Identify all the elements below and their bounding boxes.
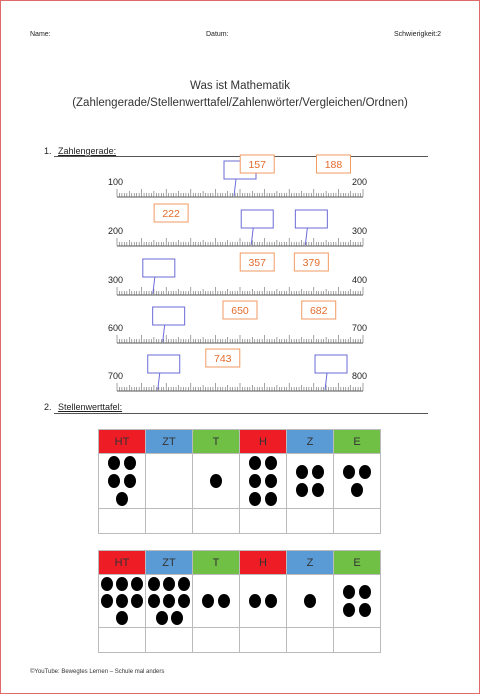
counter-dot [171,611,183,625]
column-header-h: H [240,430,287,454]
dot-cell [334,454,381,509]
dot-cell [240,575,287,628]
number-line-start-label: 300 [108,275,124,285]
counter-dot [116,492,128,506]
dot-group [240,454,286,508]
counter-dot [116,611,128,625]
value-box-label: 682 [309,305,328,317]
answer-box [241,210,273,228]
counter-dot [343,603,355,617]
answer-cell[interactable] [287,628,334,653]
date-label: Datum: [206,31,229,38]
counter-dot [178,577,190,591]
column-header-t: T [193,430,240,454]
dot-cell [146,575,193,628]
dot-cell [99,454,146,509]
dot-cell [193,454,240,509]
counter-dot [218,594,230,608]
counter-dot [359,603,371,617]
page-subtitle: (Zahlengerade/Stellenwerttafel/Zahlenwörter/Vergleichen/Ordnen) [72,97,408,109]
counter-dot [265,456,277,470]
value-box-label: 650 [231,305,249,317]
counter-dot [101,577,113,591]
counter-dot [124,474,136,488]
column-header-h: H [240,551,287,575]
answer-cell[interactable] [240,509,287,534]
answer-cell[interactable] [146,628,193,653]
counter-dot [131,594,143,608]
counter-dot [265,492,277,506]
dot-group [146,575,192,627]
answer-cell[interactable] [193,509,240,534]
value-box-label: 357 [248,257,266,269]
number-line-start-label: 600 [108,323,124,333]
counter-dot [163,577,175,591]
answer-cell[interactable] [287,509,334,534]
counter-dot [108,474,120,488]
place-value-table-2 [98,550,381,653]
section-2-rule [54,413,428,414]
dot-group [334,454,380,508]
section-2-number: 2. [44,402,52,412]
counter-dot [163,594,175,608]
column-header-e: E [334,551,381,575]
number-line-end-label: 300 [352,226,368,236]
column-header-e: E [334,430,381,454]
number-line-end-label: 800 [352,371,368,381]
value-box-label: 379 [302,257,321,269]
column-header-z: Z [287,430,334,454]
column-header-zt: ZT [146,430,193,454]
counter-dot [148,594,160,608]
number-line-end-label: 400 [352,275,368,285]
column-header-zt: ZT [146,551,193,575]
number-line-start-label: 200 [108,226,124,236]
value-box-label: 157 [248,159,266,171]
counter-dot [249,594,261,608]
counter-dot [178,594,190,608]
dot-cell [146,454,193,509]
section-1-number: 1. [44,146,52,156]
counter-dot [108,456,120,470]
column-header-ht: HT [99,551,146,575]
counter-dot [148,577,160,591]
counter-dot [296,465,308,479]
answer-cell[interactable] [334,628,381,653]
answer-box [295,210,327,228]
counter-dot [101,594,113,608]
counter-dot [304,594,316,608]
answer-box [148,355,180,373]
dot-cell [334,575,381,628]
name-label: Name: [30,31,51,38]
difficulty-label: Schwierigkeit:2 [394,31,442,38]
dot-group [146,454,192,508]
counter-dot [131,577,143,591]
dot-group [193,454,239,508]
answer-cell[interactable] [99,509,146,534]
counter-dot [124,456,136,470]
answer-box [143,259,175,277]
answer-cell[interactable] [240,628,287,653]
answer-cell[interactable] [99,628,146,653]
counter-dot [359,465,371,479]
dot-cell [99,575,146,628]
dot-group [99,454,145,508]
counter-dot [156,611,168,625]
counter-dot [265,474,277,488]
counter-dot [249,492,261,506]
dot-group [334,575,380,627]
counter-dot [265,594,277,608]
value-box-label: 743 [214,353,232,365]
counter-dot [249,474,261,488]
dot-cell [287,454,334,509]
value-box-label: 222 [162,208,180,220]
column-header-t: T [193,551,240,575]
dot-cell [240,454,287,509]
answer-cell[interactable] [334,509,381,534]
answer-cell[interactable] [193,628,240,653]
dot-cell [287,575,334,628]
answer-cell[interactable] [146,509,193,534]
number-line-start-label: 700 [108,371,124,381]
counter-dot [312,483,324,497]
dot-group [287,454,333,508]
section-1-label: Zahlengerade: [58,146,117,156]
column-header-z: Z [287,551,334,575]
counter-dot [202,594,214,608]
counter-dot [116,577,128,591]
dot-group [240,575,286,627]
section-2-heading [44,402,122,412]
footer-credit: ©YouTube: Bewegtes Lernen – Schule mal anders [30,669,165,675]
answer-box [153,307,185,325]
counter-dot [343,465,355,479]
dot-group [287,575,333,627]
counter-dot [312,465,324,479]
counter-dot [359,585,371,599]
section-2-label: Stellenwerttafel: [58,402,123,412]
dot-group [193,575,239,627]
dot-cell [193,575,240,628]
counter-dot [296,483,308,497]
counter-dot [116,594,128,608]
place-value-table-1 [98,429,381,534]
counter-dot [343,585,355,599]
number-line-end-label: 200 [352,177,368,187]
counter-dot [351,483,363,497]
counter-dot [210,474,222,488]
number-line-end-label: 700 [352,323,368,333]
column-header-ht: HT [99,430,146,454]
number-line-start-label: 100 [108,177,124,187]
value-box-label: 188 [324,159,343,171]
counter-dot [249,456,261,470]
answer-box [315,355,347,373]
page-title: Was ist Mathematik [190,80,290,92]
dot-group [99,575,145,627]
